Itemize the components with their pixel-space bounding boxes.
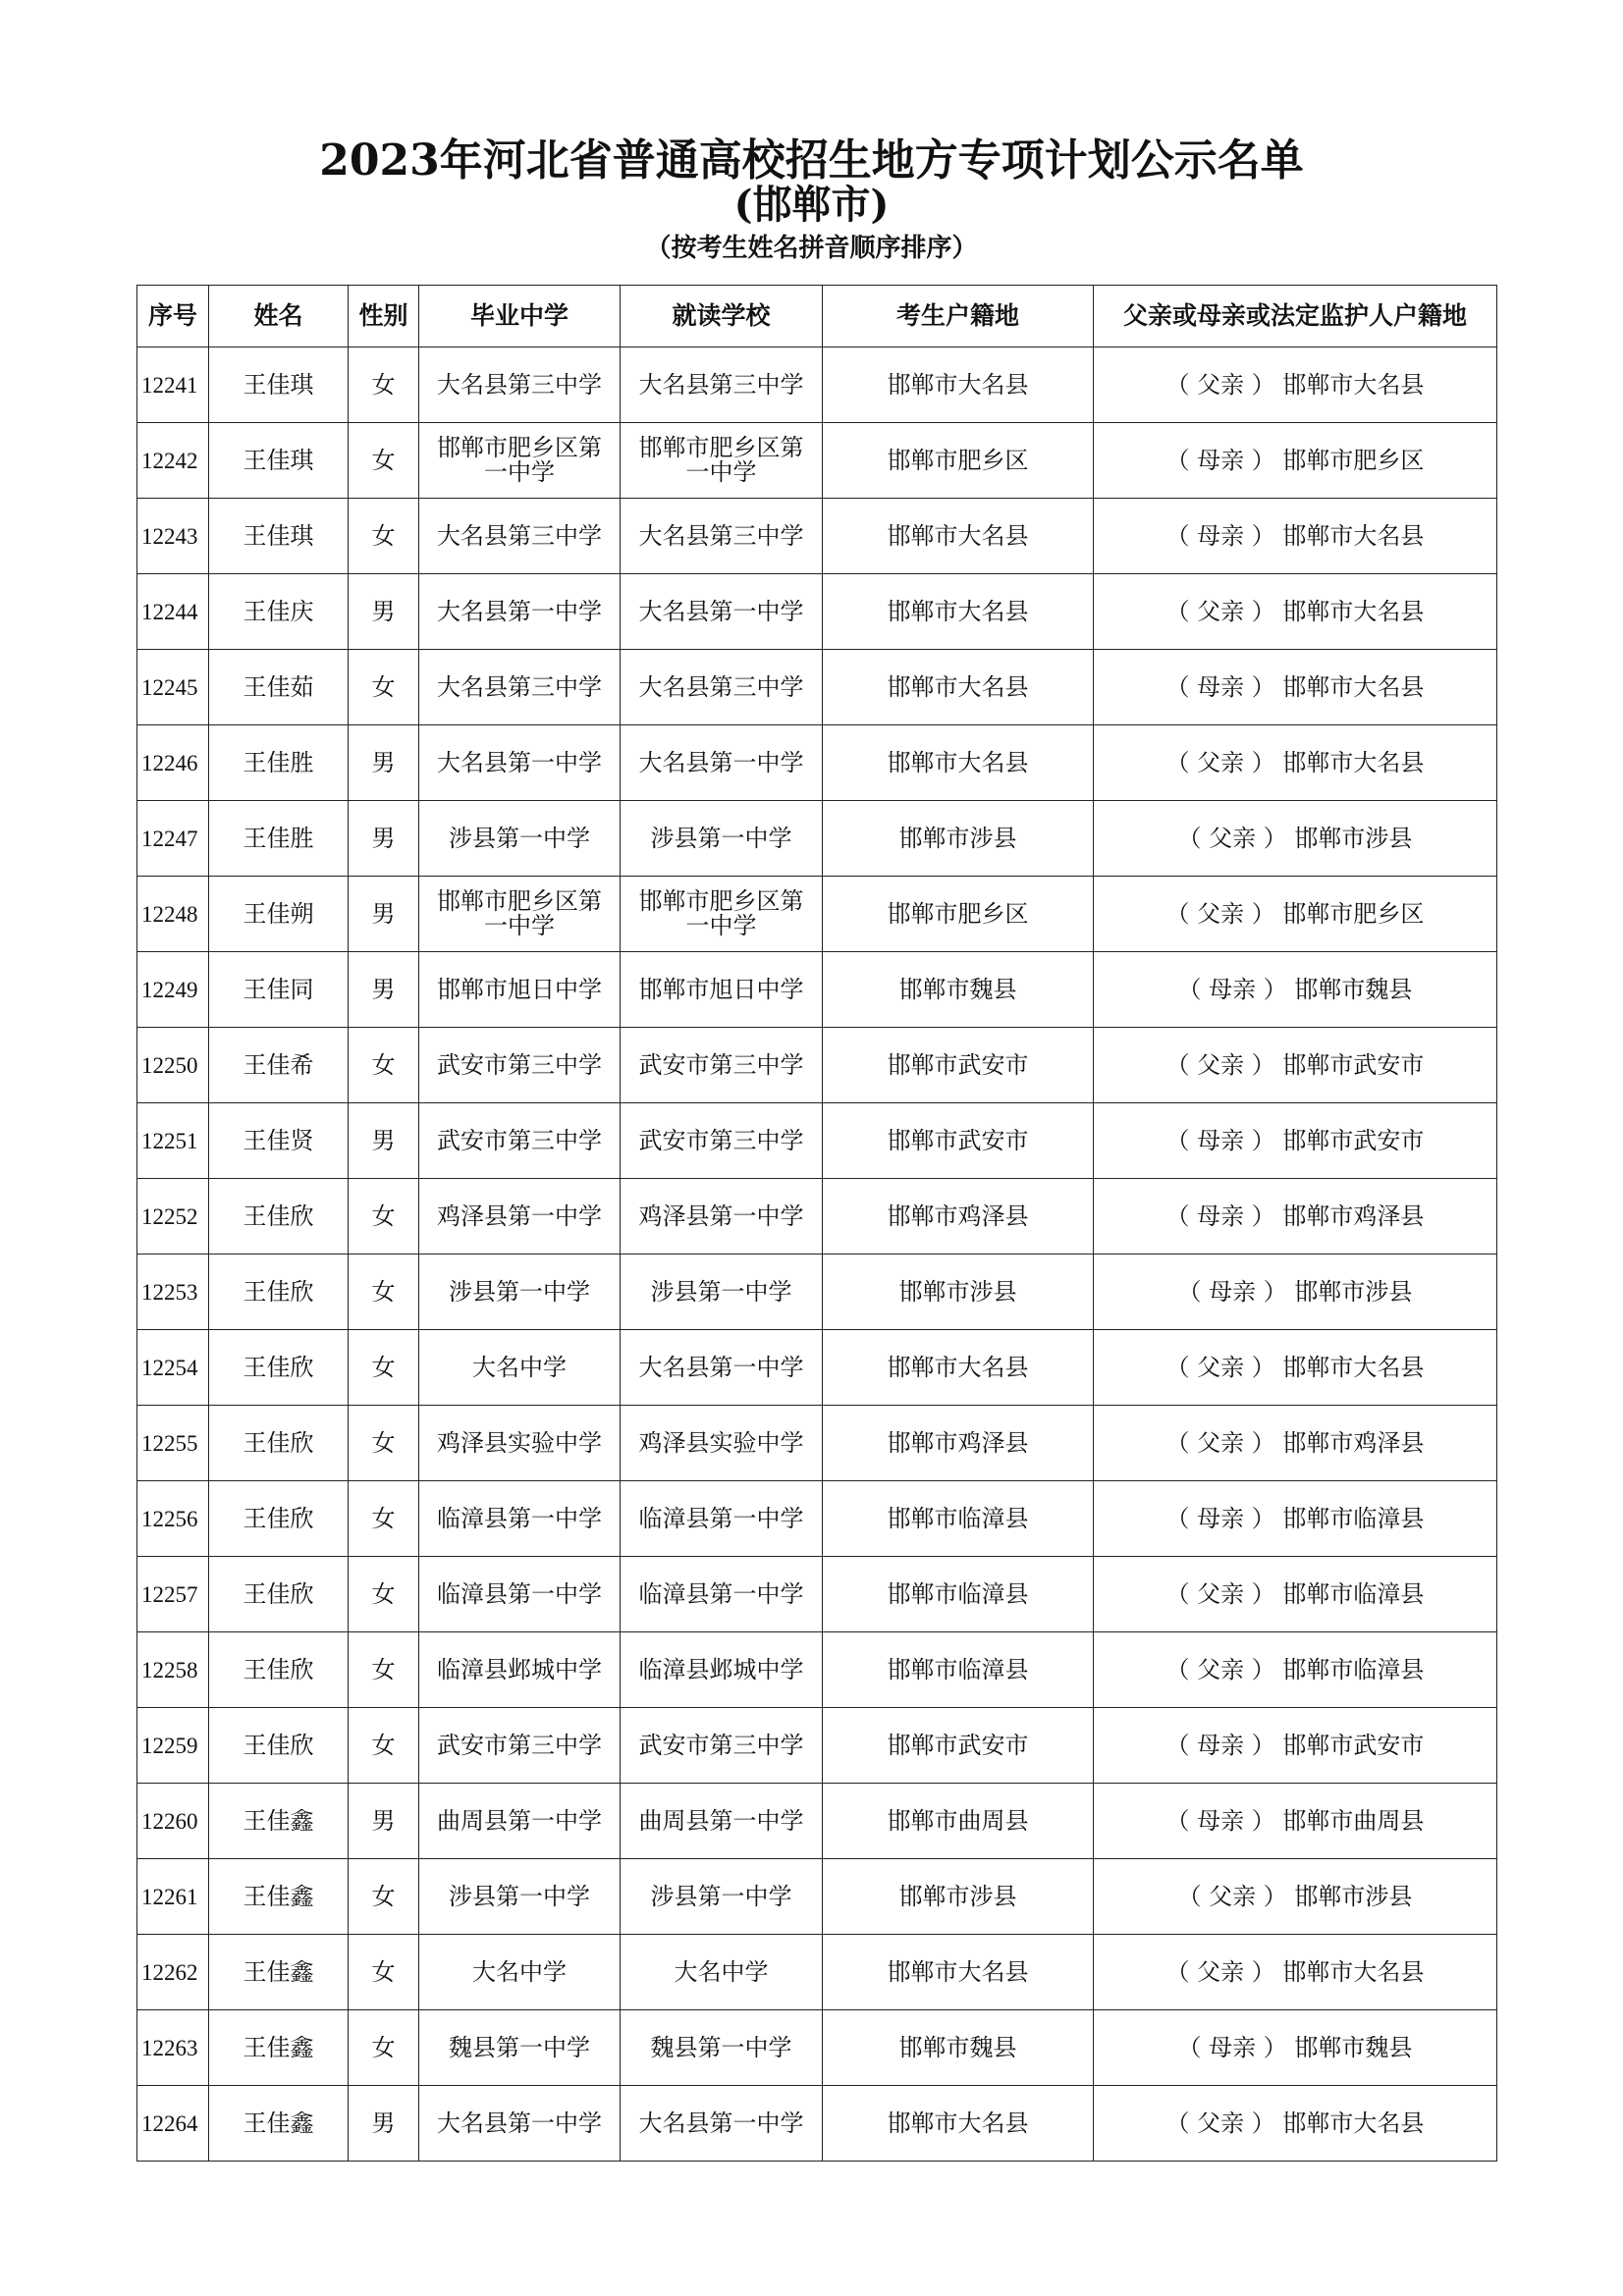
cell-hukou: 邯郸市涉县	[823, 1859, 1094, 1935]
cell-name: 王佳鑫	[209, 1859, 349, 1935]
cell-guardian: （ 母亲 ） 邯郸市大名县	[1094, 499, 1497, 574]
cell-seq: 12255	[137, 1406, 209, 1481]
cell-hukou: 邯郸市大名县	[823, 2086, 1094, 2162]
cell-seq: 12252	[137, 1179, 209, 1255]
table-row	[137, 1028, 1497, 1103]
cell-seq: 12260	[137, 1784, 209, 1859]
cell-guardian: （ 父亲 ） 邯郸市临漳县	[1094, 1632, 1497, 1708]
page-title: 2023年河北省普通高校招生地方专项计划公示名单	[319, 135, 1304, 186]
cell-study-school: 邯郸市肥乡区第一中学	[621, 423, 823, 499]
table-row	[137, 499, 1497, 574]
cell-hukou: 邯郸市临漳县	[823, 1557, 1094, 1632]
cell-hukou: 邯郸市大名县	[823, 499, 1094, 574]
cell-gender: 男	[349, 952, 419, 1028]
cell-study-school: 涉县第一中学	[621, 801, 823, 877]
cell-gender: 女	[349, 2010, 419, 2086]
cell-hukou: 邯郸市大名县	[823, 650, 1094, 725]
cell-study-school: 大名县第三中学	[621, 499, 823, 574]
column-header-gender: 性别	[349, 286, 419, 347]
cell-name: 王佳欣	[209, 1632, 349, 1708]
cell-grad-school: 涉县第一中学	[419, 801, 621, 877]
column-header-grad-school: 毕业中学	[419, 286, 621, 347]
cell-grad-school: 大名中学	[419, 1330, 621, 1406]
cell-seq: 12259	[137, 1708, 209, 1784]
cell-study-school: 曲周县第一中学	[621, 1784, 823, 1859]
cell-guardian: （ 父亲 ） 邯郸市大名县	[1094, 2086, 1497, 2162]
cell-guardian: （ 母亲 ） 邯郸市临漳县	[1094, 1481, 1497, 1557]
cell-hukou: 邯郸市魏县	[823, 2010, 1094, 2086]
column-header-seq: 序号	[137, 286, 209, 347]
table-row	[137, 1935, 1497, 2010]
cell-seq: 12249	[137, 952, 209, 1028]
cell-seq: 12245	[137, 650, 209, 725]
cell-seq: 12244	[137, 574, 209, 650]
table-row	[137, 1330, 1497, 1406]
cell-guardian: （ 母亲 ） 邯郸市涉县	[1094, 1255, 1497, 1330]
table-header-row	[137, 286, 1497, 347]
cell-seq: 12256	[137, 1481, 209, 1557]
cell-study-school: 临漳县邺城中学	[621, 1632, 823, 1708]
cell-guardian: （ 父亲 ） 邯郸市大名县	[1094, 1935, 1497, 2010]
cell-study-school: 邯郸市肥乡区第一中学	[621, 877, 823, 952]
cell-name: 王佳欣	[209, 1255, 349, 1330]
cell-gender: 女	[349, 1935, 419, 2010]
cell-hukou: 邯郸市大名县	[823, 1935, 1094, 2010]
cell-study-school: 魏县第一中学	[621, 2010, 823, 2086]
cell-hukou: 邯郸市肥乡区	[823, 423, 1094, 499]
table-row	[137, 423, 1497, 499]
page-subtitle-city: (邯郸市)	[733, 182, 890, 228]
table-row	[137, 1406, 1497, 1481]
cell-seq: 12247	[137, 801, 209, 877]
cell-hukou: 邯郸市大名县	[823, 574, 1094, 650]
cell-gender: 女	[349, 1028, 419, 1103]
cell-name: 王佳鑫	[209, 2010, 349, 2086]
cell-name: 王佳贤	[209, 1103, 349, 1179]
cell-guardian: （ 母亲 ） 邯郸市大名县	[1094, 650, 1497, 725]
cell-guardian: （ 父亲 ） 邯郸市涉县	[1094, 801, 1497, 877]
table-row	[137, 1255, 1497, 1330]
cell-guardian: （ 父亲 ） 邯郸市鸡泽县	[1094, 1406, 1497, 1481]
table-row	[137, 952, 1497, 1028]
cell-gender: 女	[349, 1179, 419, 1255]
cell-seq: 12241	[137, 347, 209, 423]
column-header-study-school: 就读学校	[621, 286, 823, 347]
cell-name: 王佳希	[209, 1028, 349, 1103]
sort-note: （按考生姓名拼音顺序排序）	[645, 234, 978, 263]
cell-study-school: 鸡泽县实验中学	[621, 1406, 823, 1481]
cell-grad-school: 大名县第三中学	[419, 650, 621, 725]
cell-seq: 12250	[137, 1028, 209, 1103]
table-row	[137, 1632, 1497, 1708]
cell-grad-school: 曲周县第一中学	[419, 1784, 621, 1859]
cell-hukou: 邯郸市临漳县	[823, 1632, 1094, 1708]
table-row	[137, 1481, 1497, 1557]
cell-study-school: 大名县第一中学	[621, 2086, 823, 2162]
table-row	[137, 2086, 1497, 2162]
cell-name: 王佳胜	[209, 725, 349, 801]
cell-hukou: 邯郸市魏县	[823, 952, 1094, 1028]
cell-name: 王佳朔	[209, 877, 349, 952]
table-row	[137, 1179, 1497, 1255]
cell-name: 王佳鑫	[209, 2086, 349, 2162]
cell-gender: 女	[349, 1859, 419, 1935]
cell-name: 王佳鑫	[209, 1784, 349, 1859]
cell-study-school: 武安市第三中学	[621, 1708, 823, 1784]
cell-guardian: （ 父亲 ） 邯郸市大名县	[1094, 347, 1497, 423]
cell-seq: 12242	[137, 423, 209, 499]
table-row	[137, 1557, 1497, 1632]
cell-study-school: 涉县第一中学	[621, 1859, 823, 1935]
cell-study-school: 大名县第三中学	[621, 650, 823, 725]
cell-guardian: （ 母亲 ） 邯郸市魏县	[1094, 952, 1497, 1028]
table-row	[137, 347, 1497, 423]
cell-grad-school: 邯郸市肥乡区第一中学	[419, 877, 621, 952]
cell-hukou: 邯郸市肥乡区	[823, 877, 1094, 952]
column-header-guardian: 父亲或母亲或法定监护人户籍地	[1094, 286, 1497, 347]
table-row	[137, 1784, 1497, 1859]
cell-name: 王佳欣	[209, 1179, 349, 1255]
cell-study-school: 大名中学	[621, 1935, 823, 2010]
cell-grad-school: 涉县第一中学	[419, 1255, 621, 1330]
cell-grad-school: 邯郸市旭日中学	[419, 952, 621, 1028]
cell-hukou: 邯郸市武安市	[823, 1103, 1094, 1179]
cell-gender: 男	[349, 2086, 419, 2162]
cell-name: 王佳琪	[209, 499, 349, 574]
table-row	[137, 1708, 1497, 1784]
cell-gender: 女	[349, 1557, 419, 1632]
cell-gender: 男	[349, 725, 419, 801]
cell-gender: 女	[349, 1632, 419, 1708]
cell-guardian: （ 父亲 ） 邯郸市武安市	[1094, 1028, 1497, 1103]
cell-seq: 12251	[137, 1103, 209, 1179]
cell-name: 王佳同	[209, 952, 349, 1028]
cell-gender: 女	[349, 1330, 419, 1406]
cell-guardian: （ 母亲 ） 邯郸市鸡泽县	[1094, 1179, 1497, 1255]
cell-hukou: 邯郸市曲周县	[823, 1784, 1094, 1859]
cell-name: 王佳欣	[209, 1708, 349, 1784]
table-row	[137, 801, 1497, 877]
table-row	[137, 725, 1497, 801]
cell-seq: 12262	[137, 1935, 209, 2010]
cell-grad-school: 鸡泽县第一中学	[419, 1179, 621, 1255]
cell-name: 王佳鑫	[209, 1935, 349, 2010]
cell-grad-school: 邯郸市肥乡区第一中学	[419, 423, 621, 499]
cell-guardian: （ 父亲 ） 邯郸市大名县	[1094, 1330, 1497, 1406]
cell-name: 王佳琪	[209, 347, 349, 423]
cell-study-school: 武安市第三中学	[621, 1103, 823, 1179]
cell-gender: 男	[349, 574, 419, 650]
cell-guardian: （ 母亲 ） 邯郸市武安市	[1094, 1103, 1497, 1179]
cell-gender: 女	[349, 1255, 419, 1330]
cell-gender: 女	[349, 499, 419, 574]
cell-grad-school: 鸡泽县实验中学	[419, 1406, 621, 1481]
cell-study-school: 临漳县第一中学	[621, 1557, 823, 1632]
cell-seq: 12254	[137, 1330, 209, 1406]
cell-name: 王佳庆	[209, 574, 349, 650]
cell-grad-school: 武安市第三中学	[419, 1028, 621, 1103]
cell-hukou: 邯郸市大名县	[823, 1330, 1094, 1406]
cell-guardian: （ 父亲 ） 邯郸市大名县	[1094, 725, 1497, 801]
cell-grad-school: 大名县第三中学	[419, 499, 621, 574]
cell-grad-school: 武安市第三中学	[419, 1103, 621, 1179]
cell-name: 王佳胜	[209, 801, 349, 877]
cell-seq: 12264	[137, 2086, 209, 2162]
cell-seq: 12263	[137, 2010, 209, 2086]
cell-hukou: 邯郸市武安市	[823, 1028, 1094, 1103]
cell-seq: 12253	[137, 1255, 209, 1330]
table-body	[137, 347, 1497, 2162]
cell-seq: 12246	[137, 725, 209, 801]
cell-hukou: 邯郸市涉县	[823, 801, 1094, 877]
cell-gender: 男	[349, 1103, 419, 1179]
cell-grad-school: 大名中学	[419, 1935, 621, 2010]
cell-name: 王佳欣	[209, 1406, 349, 1481]
table-row	[137, 877, 1497, 952]
cell-guardian: （ 母亲 ） 邯郸市肥乡区	[1094, 423, 1497, 499]
cell-guardian: （ 父亲 ） 邯郸市肥乡区	[1094, 877, 1497, 952]
cell-study-school: 大名县第三中学	[621, 347, 823, 423]
column-header-name: 姓名	[209, 286, 349, 347]
cell-name: 王佳茹	[209, 650, 349, 725]
cell-guardian: （ 父亲 ） 邯郸市涉县	[1094, 1859, 1497, 1935]
cell-hukou: 邯郸市鸡泽县	[823, 1179, 1094, 1255]
applicant-table	[136, 285, 1497, 2162]
cell-guardian: （ 母亲 ） 邯郸市曲周县	[1094, 1784, 1497, 1859]
cell-hukou: 邯郸市鸡泽县	[823, 1406, 1094, 1481]
cell-study-school: 临漳县第一中学	[621, 1481, 823, 1557]
cell-grad-school: 大名县第一中学	[419, 2086, 621, 2162]
cell-hukou: 邯郸市大名县	[823, 725, 1094, 801]
cell-hukou: 邯郸市临漳县	[823, 1481, 1094, 1557]
cell-study-school: 邯郸市旭日中学	[621, 952, 823, 1028]
cell-seq: 12248	[137, 877, 209, 952]
cell-seq: 12258	[137, 1632, 209, 1708]
cell-gender: 女	[349, 650, 419, 725]
cell-grad-school: 临漳县第一中学	[419, 1481, 621, 1557]
cell-gender: 女	[349, 1481, 419, 1557]
cell-hukou: 邯郸市涉县	[823, 1255, 1094, 1330]
cell-study-school: 涉县第一中学	[621, 1255, 823, 1330]
cell-hukou: 邯郸市大名县	[823, 347, 1094, 423]
cell-gender: 男	[349, 801, 419, 877]
cell-name: 王佳欣	[209, 1481, 349, 1557]
cell-grad-school: 临漳县邺城中学	[419, 1632, 621, 1708]
table-row	[137, 574, 1497, 650]
cell-grad-school: 大名县第一中学	[419, 574, 621, 650]
cell-grad-school: 大名县第三中学	[419, 347, 621, 423]
table-row	[137, 1859, 1497, 1935]
column-header-hukou: 考生户籍地	[823, 286, 1094, 347]
table-row	[137, 650, 1497, 725]
cell-gender: 男	[349, 877, 419, 952]
table-row	[137, 2010, 1497, 2086]
cell-study-school: 鸡泽县第一中学	[621, 1179, 823, 1255]
cell-study-school: 大名县第一中学	[621, 725, 823, 801]
cell-name: 王佳欣	[209, 1557, 349, 1632]
cell-guardian: （ 父亲 ） 邯郸市大名县	[1094, 574, 1497, 650]
cell-grad-school: 临漳县第一中学	[419, 1557, 621, 1632]
cell-hukou: 邯郸市武安市	[823, 1708, 1094, 1784]
cell-gender: 女	[349, 347, 419, 423]
cell-gender: 男	[349, 1784, 419, 1859]
cell-guardian: （ 母亲 ） 邯郸市魏县	[1094, 2010, 1497, 2086]
cell-grad-school: 武安市第三中学	[419, 1708, 621, 1784]
cell-grad-school: 魏县第一中学	[419, 2010, 621, 2086]
cell-name: 王佳琪	[209, 423, 349, 499]
cell-study-school: 武安市第三中学	[621, 1028, 823, 1103]
cell-grad-school: 涉县第一中学	[419, 1859, 621, 1935]
cell-grad-school: 大名县第一中学	[419, 725, 621, 801]
cell-gender: 女	[349, 1406, 419, 1481]
cell-seq: 12261	[137, 1859, 209, 1935]
cell-seq: 12257	[137, 1557, 209, 1632]
cell-guardian: （ 父亲 ） 邯郸市临漳县	[1094, 1557, 1497, 1632]
cell-gender: 女	[349, 1708, 419, 1784]
table-row	[137, 1103, 1497, 1179]
cell-guardian: （ 母亲 ） 邯郸市武安市	[1094, 1708, 1497, 1784]
cell-gender: 女	[349, 423, 419, 499]
cell-study-school: 大名县第一中学	[621, 1330, 823, 1406]
cell-name: 王佳欣	[209, 1330, 349, 1406]
cell-study-school: 大名县第一中学	[621, 574, 823, 650]
cell-seq: 12243	[137, 499, 209, 574]
